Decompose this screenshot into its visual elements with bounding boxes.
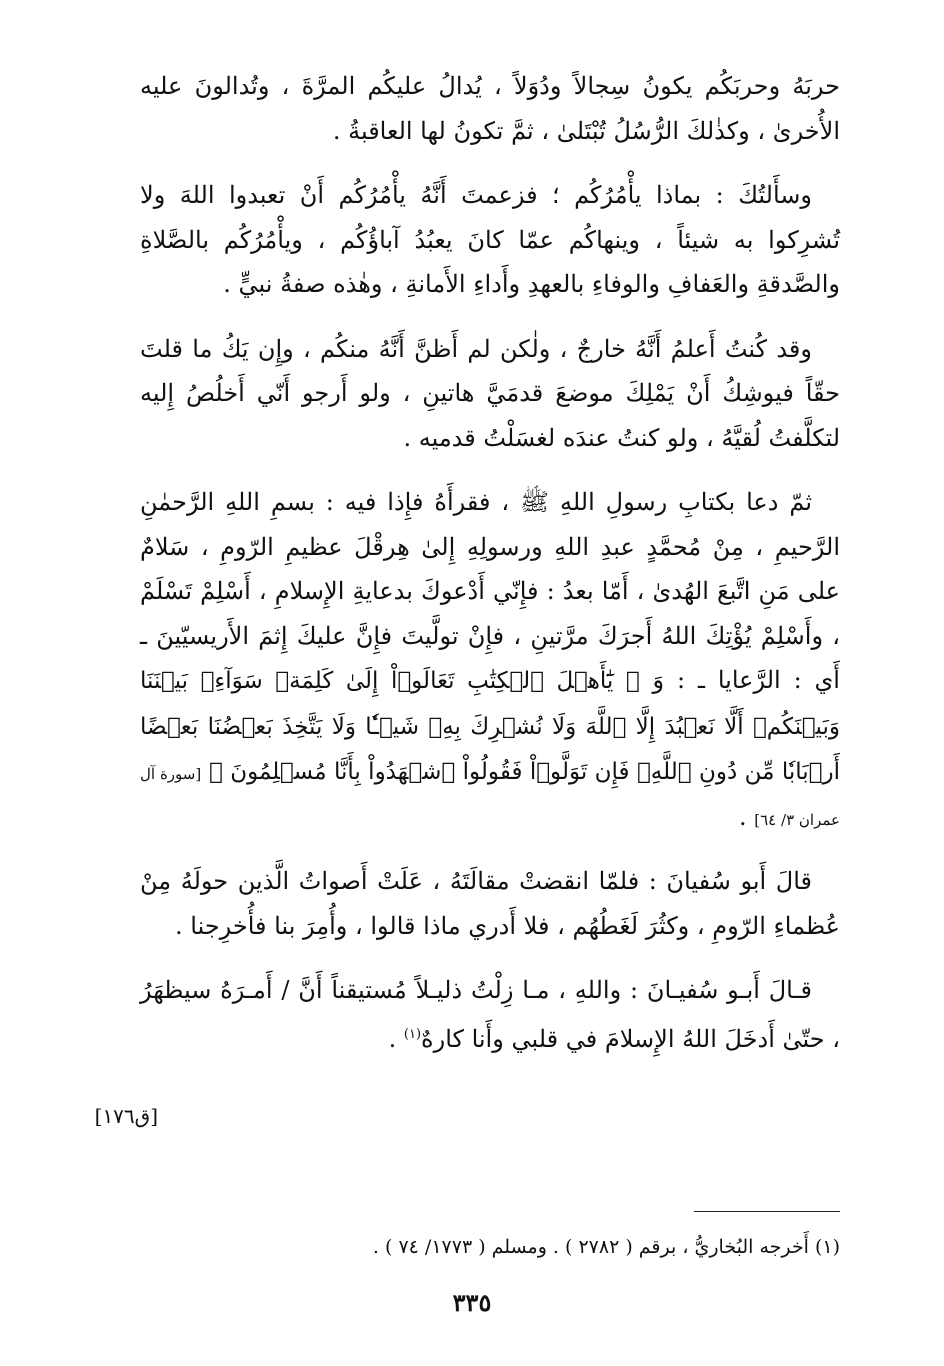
footnote-reference: (١) [403,1026,422,1042]
paragraph-6-text: قـالَ أَبـو سُفيـانَ : واللهِ ، مـا زِلْتُ ذليـلاً مُستيقناً أَنَّ / أَمـرَهُ سيظهَرُ ، حتّىٰ أَدخَلَ اللهُ الإِسلامَ في قلبي وأَنا كارهٌ [140,976,840,1053]
quran-verse: ﴿ يَٰٓأَهۡلَ ٱلۡكِتَٰبِ تَعَالَوۡاْ إِلَىٰ كَلِمَةٖ سَوَآءِۭ بَيۡنَنَا وَبَيۡنَكُمۡ أَلَّا نَعۡبُدَ إِلَّا ٱللَّهَ وَلَا نُشۡرِكَ بِهِۦ شَيۡـٔٗا وَلَا يَتَّخِذَ بَعۡضُنَا بَعۡضًا أَرۡبَابٗا مِّن دُونِ ٱللَّهِۚ فَإِن تَوَلَّوۡاْ فَقُولُواْ ٱشۡهَدُواْ بِأَنَّا مُسۡلِمُونَ ﴾ [140,668,840,785]
sura-reference: [سورة آل عمران ٣/ ٦٤] [140,765,840,829]
paragraph-4 [140,480,840,839]
paragraph-1 [140,64,840,153]
footnote-divider [694,1211,840,1212]
paragraph-4-end: . [738,802,747,831]
paragraph-5-text: قالَ أَبو سُفيانَ : فلمّا انقضتْ مقالَتَهُ ، عَلَتْ أَصواتُ الَّذين حولَهُ مِنْ عُظماءِ الرّومِ ، وكثُرَ لَغَطُهُم ، فلا أَدري ماذا قالوا ، وأُمِرَ بنا فأُخرِجنا . [140,867,840,940]
paragraph-4-text: ثمّ دعا بكتابِ رسولِ اللهِ ﷺ ، فقرأَهُ فإِذا فيه : بسمِ اللهِ الرَّحمٰنِ الرَّحيمِ ، مِنْ مُحمَّدٍ عبدِ اللهِ ورسولِهِ إِلىٰ هِرقْلَ عظيمِ الرّومِ ، سَلامٌ على مَنِ اتَّبعَ الهُدىٰ ، أَمّا بعدُ : فإِنّي أَدْعوكَ بدعايةِ الإِسلامِ ، أَسْلِمْ تَسْلَمْ ، وأَسْلِمْ يُؤْتِكَ اللهُ أَجرَكَ مرَّتينِ ، فإِنْ تولَّيتَ فإِنَّ عليكَ إِثمَ الأَريسيّينَ ـ أَي : الرَّعايا ـ : وَ [140,488,840,694]
paragraph-6-end: . [388,1024,397,1053]
paragraph-3 [140,327,840,461]
paragraph-2 [140,173,840,307]
page-number: ٣٣٥ [452,1288,492,1317]
footnote-text: أَخرجه البُخاريُّ ، برقم ( ٢٧٨٢ ) . ومسلم ( ١٧٧٣/ ٧٤ ) . [372,1236,809,1258]
paragraph-1-text: حربَهُ وحربَكُم يكونُ سِجالاً ودُوَلاً ، يُدالُ عليكُم المرَّةَ ، وتُدالونَ عليه الأُخرىٰ ، وكذٰلكَ الرُّسُلُ تُبْتَلىٰ ، ثمَّ تكونُ لها العاقبةُ . [140,72,840,145]
paragraph-2-text: وسأَلتُكَ : بماذا يأْمُرُكُم ؛ فزعمتَ أَنَّهُ يأْمُرُكُم أَنْ تعبدوا اللهَ ولا تُشرِكوا به شيئاً ، وينهاكُم عمّا كانَ يعبُدُ آباؤُكُم ، ويأْمُرُكُم بالصَّلاةِ والصَّدقةِ والعَفافِ والوفاءِ بالعهدِ وأَداءِ الأَمانةِ ، وهٰذه صفةُ نبيٍّ . [140,181,840,298]
paragraph-3-text: وقد كُنتُ أَعلمُ أَنَّهُ خارجٌ ، ولٰكن لم أَظنَّ أَنَّهُ منكُم ، وإِن يَكُ ما قلتَ حقّاً فيوشِكُ أَنْ يَمْلِكَ موضعَ قدمَيَّ هاتينِ ، ولو أَرجو أَنّي أَخلُصُ إِليه لتكلَّفتُ لُقيَّهُ ، ولو كنتُ عندَه لغسَلْتُ قدميه . [140,334,840,452]
footnote-number: (١) [814,1236,840,1258]
paragraph-5 [140,859,840,948]
manuscript-folio-marker: [ق١٧٦] [94,1104,158,1128]
main-text [140,64,840,1081]
footnote [140,1232,840,1262]
paragraph-6 [140,968,840,1061]
